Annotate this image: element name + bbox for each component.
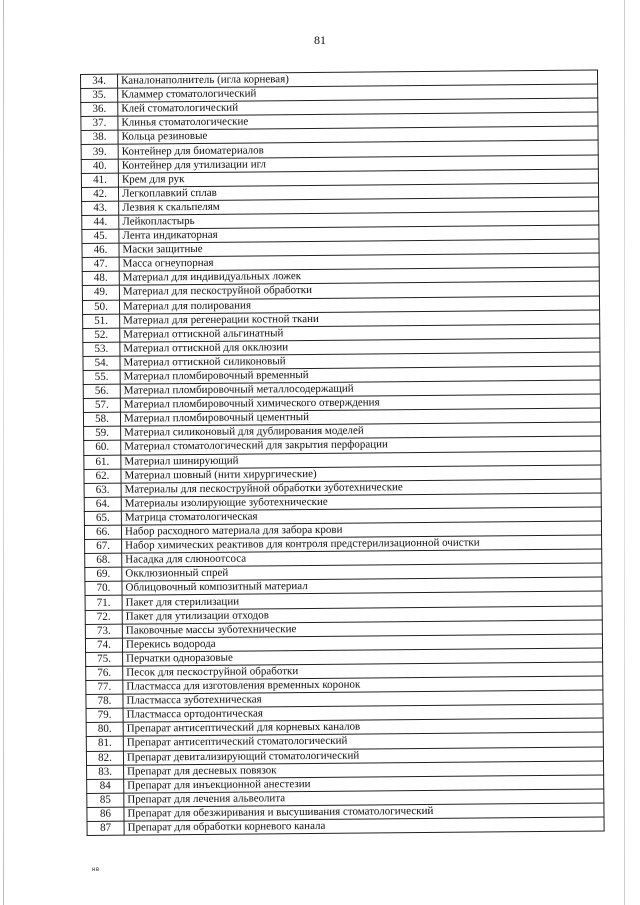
row-item-name: Материал пломбировочный химического отверждения [120, 394, 600, 412]
footer-mark: нв [92, 867, 100, 873]
row-number: 87 [87, 821, 124, 835]
row-number: 64. [84, 497, 121, 511]
row-item-name: Пакет для стерилизации [122, 591, 602, 609]
row-number: 65. [84, 511, 121, 525]
row-item-name: Окклюзионный спрей [122, 563, 602, 581]
row-item-name: Пластмасса зуботехническая [123, 690, 603, 708]
row-number: 77. [86, 680, 123, 694]
row-item-name: Материал пломбировочный металлосодержащий [120, 380, 600, 398]
row-number: 51. [83, 314, 120, 328]
row-item-name: Клинья стоматологические [118, 112, 598, 130]
row-item-name: Пластмасса для изготовления временных коронок [123, 676, 603, 694]
row-item-name: Маски защитные [119, 239, 599, 257]
row-item-name: Масса огнеупорная [119, 253, 599, 271]
row-number: 76. [86, 666, 123, 680]
row-number: 69. [85, 567, 122, 581]
row-item-name: Препарат антисептический для корневых каналов [123, 718, 603, 736]
row-number: 80. [86, 722, 123, 736]
row-number: 41. [81, 173, 118, 187]
row-item-name: Паковочные массы зуботехнические [122, 620, 602, 638]
row-item-name: Перекись водорода [122, 634, 602, 652]
row-number: 50. [82, 300, 119, 314]
row-number: 72. [85, 610, 122, 624]
row-number: 79. [86, 708, 123, 722]
row-item-name: Материал оттискной альгинатный [120, 324, 600, 342]
scan-edge-right [624, 0, 625, 905]
row-number: 54. [83, 356, 120, 370]
row-number: 34. [81, 74, 118, 88]
row-number: 39. [81, 145, 118, 159]
row-number: 58. [83, 412, 120, 426]
row-number: 53. [83, 342, 120, 356]
row-number: 84 [87, 779, 124, 793]
row-item-name: Кламмер стоматологический [118, 84, 598, 102]
row-number: 52. [83, 328, 120, 342]
row-item-name: Песок для пескоструйной обработки [123, 662, 603, 680]
row-number: 81. [86, 737, 123, 751]
materials-table-wrapper [80, 69, 605, 836]
row-number: 35. [81, 88, 118, 102]
materials-table-body [81, 70, 605, 836]
row-item-name: Материал для полирования [119, 295, 599, 313]
row-item-name: Контейнер для утилизации игл [118, 155, 598, 173]
row-item-name: Препарат для обезжиривания и высушивания стоматологический [124, 803, 604, 821]
row-number: 67. [85, 539, 122, 553]
row-item-name: Препарат для инъекционной анестезии [124, 775, 604, 793]
row-item-name: Препарат для лечения альвеолита [124, 789, 604, 807]
row-number: 74. [85, 638, 122, 652]
row-item-name: Набор химических реактивов для контроля предстерилизационной очистки [122, 535, 602, 553]
materials-table [80, 69, 605, 836]
row-number: 46. [82, 243, 119, 257]
page-number: 81 [314, 33, 326, 47]
row-item-name: Материалы изолирующие зуботехнические [121, 493, 601, 511]
row-number: 42. [81, 187, 118, 201]
row-number: 83. [87, 765, 124, 779]
row-item-name: Перчатки одноразовые [123, 648, 603, 666]
row-item-name: Лейкопластырь [119, 211, 599, 229]
row-item-name: Матрица стоматологическая [121, 507, 601, 525]
row-item-name: Материал оттискной для окклюзии [120, 338, 600, 356]
row-item-name: Материал для пескоструйной обработки [119, 281, 599, 299]
row-item-name: Крем для рук [118, 169, 598, 187]
row-item-name: Материал для регенерации костной ткани [120, 310, 600, 328]
row-item-name: Облицовочный композитный материал [122, 577, 602, 595]
row-item-name: Легкоплавкий сплав [118, 183, 598, 201]
row-number: 82. [86, 751, 123, 765]
row-item-name: Лента индикаторная [119, 225, 599, 243]
row-item-name: Препарат антисептический стоматологический [123, 732, 603, 750]
row-item-name: Препарат девитализирующий стоматологический [123, 746, 603, 764]
row-number: 40. [81, 159, 118, 173]
row-item-name: Материал пломбировочный цементный [120, 408, 600, 426]
row-number: 36. [81, 102, 118, 116]
row-number: 57. [83, 398, 120, 412]
row-number: 47. [82, 257, 119, 271]
row-item-name: Лезвия к скальпелям [119, 197, 599, 215]
row-item-name: Материал силиконовый для дублирования моделей [121, 422, 601, 440]
row-item-name: Препарат для обработки корневого канала [124, 817, 604, 835]
row-number: 86 [87, 807, 124, 821]
row-number: 49. [82, 286, 119, 300]
row-item-name: Материал для индивидуальных ложек [119, 267, 599, 285]
row-item-name: Материал оттискной силиконовый [120, 352, 600, 370]
row-item-name: Насадка для слюноотсоса [122, 549, 602, 567]
row-number: 78. [86, 694, 123, 708]
row-item-name: Каналонаполнитель (игла корневая) [118, 70, 598, 88]
row-item-name: Контейнер для биоматериалов [118, 140, 598, 158]
row-number: 55. [83, 370, 120, 384]
row-number: 48. [82, 271, 119, 285]
row-item-name: Материал шинирующий [121, 451, 601, 469]
row-item-name: Материал стоматологический для закрытия перфорации [121, 436, 601, 454]
row-number: 59. [84, 427, 121, 441]
row-item-name: Клей стоматологический [118, 98, 598, 116]
row-item-name: Кольца резиновые [118, 126, 598, 144]
row-item-name: Материал шовный (нити хирургические) [121, 465, 601, 483]
row-number: 61. [84, 455, 121, 469]
scan-edge-left [3, 0, 4, 905]
row-number: 43. [82, 201, 119, 215]
row-item-name: Пластмасса ортодонтическая [123, 704, 603, 722]
row-number: 73. [85, 624, 122, 638]
row-number: 66. [84, 525, 121, 539]
row-number: 62. [84, 469, 121, 483]
row-number: 63. [84, 483, 121, 497]
row-item-name: Материалы для пескоструйной обработки зуботехнические [121, 479, 601, 497]
row-number: 56. [83, 384, 120, 398]
row-number: 71. [85, 596, 122, 610]
row-number: 68. [85, 553, 122, 567]
row-number: 45. [82, 229, 119, 243]
row-number: 37. [81, 116, 118, 130]
row-item-name: Пакет для утилизации отходов [122, 606, 602, 624]
row-item-name: Набор расходного материала для забора крови [121, 521, 601, 539]
row-number: 44. [82, 215, 119, 229]
row-number: 70. [85, 582, 122, 596]
row-item-name: Препарат для десневых повязок [124, 761, 604, 779]
row-number: 75. [86, 652, 123, 666]
row-item-name: Материал пломбировочный временный [120, 366, 600, 384]
row-number: 60. [84, 441, 121, 455]
row-number: 38. [81, 131, 118, 145]
row-number: 85 [87, 793, 124, 807]
